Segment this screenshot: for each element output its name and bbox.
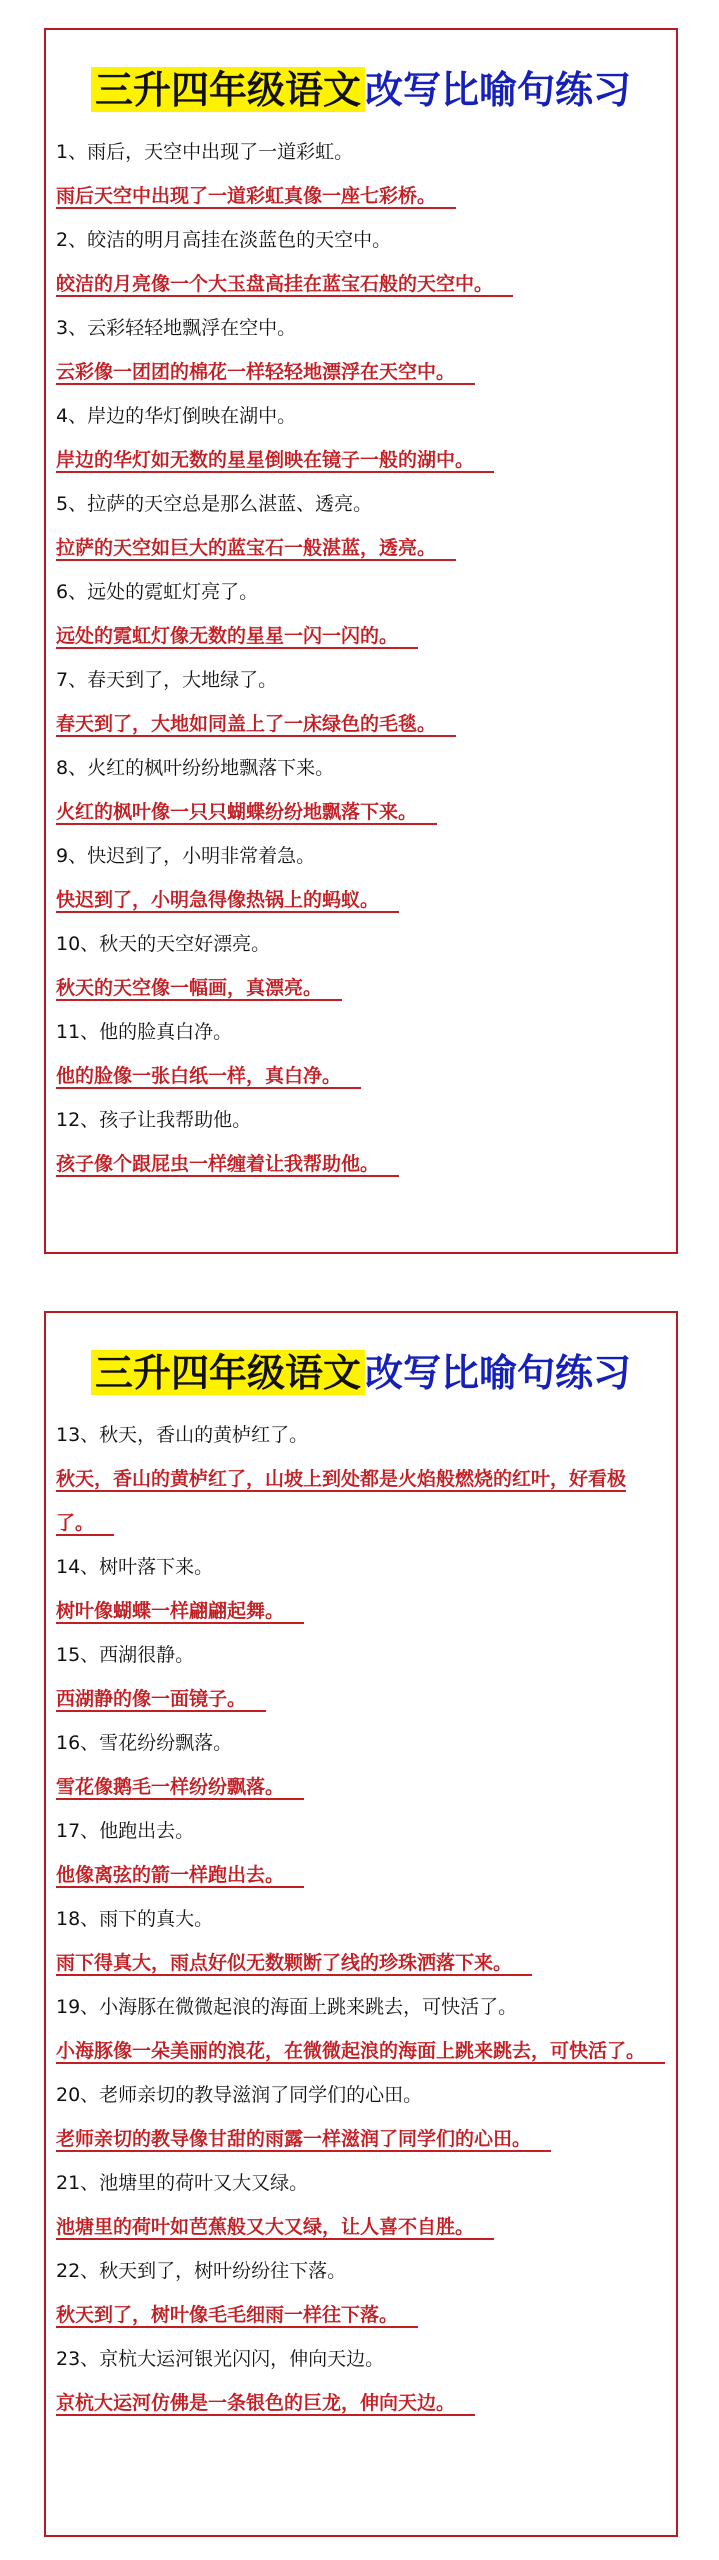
page-title xyxy=(46,64,676,116)
question-21: 21、池塘里的荷叶又大又绿。 xyxy=(56,2172,309,2194)
exercise-list xyxy=(56,130,668,1186)
question-20: 20、老师亲切的教导滋润了同学们的心田。 xyxy=(56,2084,423,2106)
answer-19: 小海豚像一朵美丽的浪花，在微微起浪的海面上跳来跳去，可快活了。 xyxy=(56,2029,668,2073)
question-23: 23、京杭大运河银光闪闪，伸向天边。 xyxy=(56,2348,385,2370)
answer-7: 春天到了，大地如同盖上了一床绿色的毛毯。 xyxy=(56,702,668,746)
question-6: 6、远处的霓虹灯亮了。 xyxy=(56,581,259,603)
question-16: 16、雪花纷纷飘落。 xyxy=(56,1732,233,1754)
question-11: 11、他的脸真白净。 xyxy=(56,1021,233,1043)
worksheet-page-1 xyxy=(44,28,678,1254)
question-17: 17、他跑出去。 xyxy=(56,1820,195,1842)
answer-11: 他的脸像一张白纸一样，真白净。 xyxy=(56,1054,668,1098)
answer-13: 秋天，香山的黄栌红了，山坡上到处都是火焰般燃烧的红叶，好看极了。 xyxy=(56,1468,627,1534)
answer-12: 孩子像个跟屁虫一样缠着让我帮助他。 xyxy=(56,1142,668,1186)
question-22: 22、秋天到了，树叶纷纷往下落。 xyxy=(56,2260,347,2282)
answer-15: 西湖静的像一面镜子。 xyxy=(56,1677,668,1721)
answer-9: 快迟到了，小明急得像热锅上的蚂蚁。 xyxy=(56,878,668,922)
question-13: 13、秋天，香山的黄栌红了。 xyxy=(56,1424,309,1446)
answer-2: 皎洁的月亮像一个大玉盘高挂在蓝宝石般的天空中。 xyxy=(56,262,668,306)
title-rest: 改写比喻句练习 xyxy=(365,1350,632,1395)
question-14: 14、树叶落下来。 xyxy=(56,1556,214,1578)
question-18: 18、雨下的真大。 xyxy=(56,1908,214,1930)
question-3: 3、云彩轻轻地飘浮在空中。 xyxy=(56,317,297,339)
answer-14: 树叶像蝴蝶一样翩翩起舞。 xyxy=(56,1589,668,1633)
question-8: 8、火红的枫叶纷纷地飘落下来。 xyxy=(56,757,335,779)
question-9: 9、快迟到了，小明非常着急。 xyxy=(56,845,316,867)
question-1: 1、雨后，天空中出现了一道彩虹。 xyxy=(56,141,354,163)
question-10: 10、秋天的天空好漂亮。 xyxy=(56,933,271,955)
answer-16: 雪花像鹅毛一样纷纷飘落。 xyxy=(56,1765,668,1809)
worksheet-page-2 xyxy=(44,1311,678,2537)
question-2: 2、皎洁的明月高挂在淡蓝色的天空中。 xyxy=(56,229,392,251)
question-15: 15、西湖很静。 xyxy=(56,1644,195,1666)
page-title xyxy=(46,1347,676,1399)
question-7: 7、春天到了，大地绿了。 xyxy=(56,669,278,691)
question-5: 5、拉萨的天空总是那么湛蓝、透亮。 xyxy=(56,493,373,515)
exercise-list xyxy=(56,1413,668,2425)
answer-23: 京杭大运河仿佛是一条银色的巨龙，伸向天边。 xyxy=(56,2381,668,2425)
question-12: 12、孩子让我帮助他。 xyxy=(56,1109,252,1131)
answer-5: 拉萨的天空如巨大的蓝宝石一般湛蓝，透亮。 xyxy=(56,526,668,570)
answer-21: 池塘里的荷叶如芭蕉般又大又绿，让人喜不自胜。 xyxy=(56,2205,668,2249)
answer-10: 秋天的天空像一幅画，真漂亮。 xyxy=(56,966,668,1010)
answer-22: 秋天到了，树叶像毛毛细雨一样往下落。 xyxy=(56,2293,668,2337)
answer-6: 远处的霓虹灯像无数的星星一闪一闪的。 xyxy=(56,614,668,658)
answer-3: 云彩像一团团的棉花一样轻轻地漂浮在天空中。 xyxy=(56,350,668,394)
question-19: 19、小海豚在微微起浪的海面上跳来跳去，可快活了。 xyxy=(56,1996,518,2018)
title-rest: 改写比喻句练习 xyxy=(365,67,632,112)
question-4: 4、岸边的华灯倒映在湖中。 xyxy=(56,405,297,427)
answer-8: 火红的枫叶像一只只蝴蝶纷纷地飘落下来。 xyxy=(56,790,668,834)
title-highlight: 三升四年级语文 xyxy=(91,1350,365,1395)
answer-17: 他像离弦的箭一样跑出去。 xyxy=(56,1853,668,1897)
answer-4: 岸边的华灯如无数的星星倒映在镜子一般的湖中。 xyxy=(56,438,668,482)
answer-1: 雨后天空中出现了一道彩虹真像一座七彩桥。 xyxy=(56,174,668,218)
answer-20: 老师亲切的教导像甘甜的雨露一样滋润了同学们的心田。 xyxy=(56,2117,668,2161)
answer-18: 雨下得真大，雨点好似无数颗断了线的珍珠洒落下来。 xyxy=(56,1941,668,1985)
title-highlight: 三升四年级语文 xyxy=(91,67,365,112)
